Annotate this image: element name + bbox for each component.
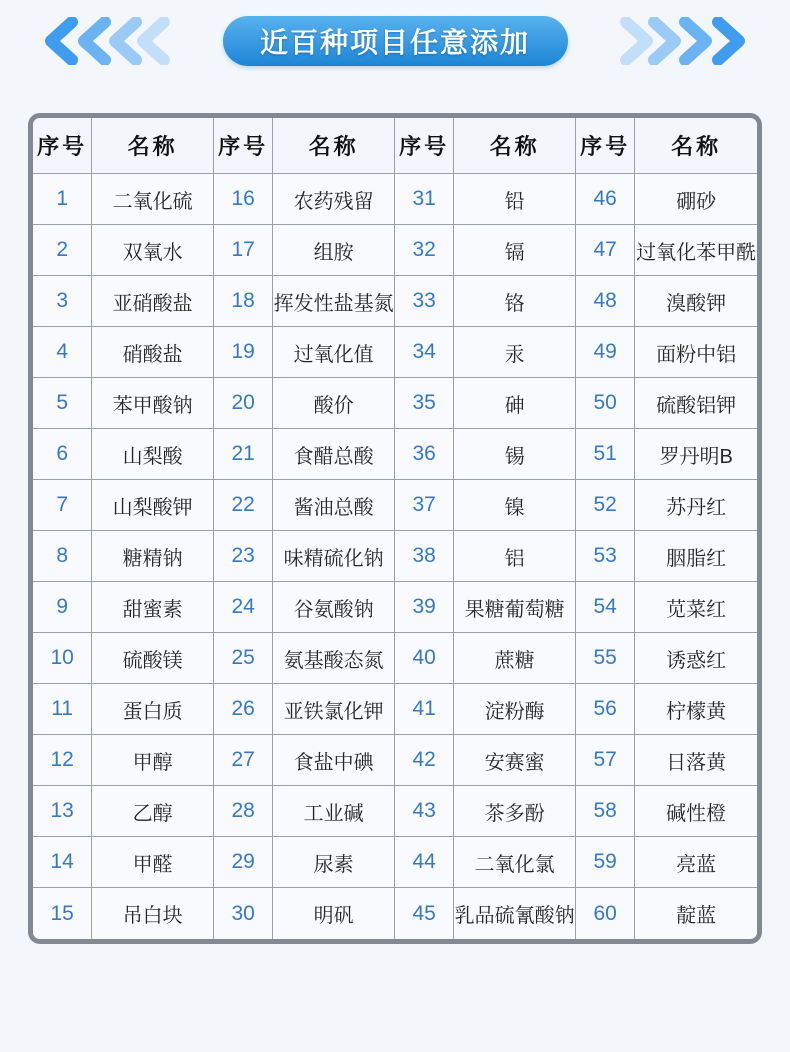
item-name: 镍	[454, 480, 576, 531]
item-no: 32	[395, 225, 454, 276]
item-name: 尿素	[273, 837, 395, 888]
item-name: 苯甲酸钠	[92, 378, 214, 429]
item-no: 45	[395, 888, 454, 939]
item-no: 57	[576, 735, 635, 786]
item-name: 过氧化值	[273, 327, 395, 378]
item-no: 31	[395, 174, 454, 225]
item-no: 34	[395, 327, 454, 378]
table-row	[33, 378, 757, 429]
header-row	[33, 118, 757, 174]
item-no: 9	[33, 582, 92, 633]
item-no: 8	[33, 531, 92, 582]
item-name: 山梨酸钾	[92, 480, 214, 531]
item-name: 味精硫化钠	[273, 531, 395, 582]
item-no: 39	[395, 582, 454, 633]
item-no: 55	[576, 633, 635, 684]
item-name: 甜蜜素	[92, 582, 214, 633]
item-no: 14	[33, 837, 92, 888]
item-name: 亚硝酸盐	[92, 276, 214, 327]
item-no: 53	[576, 531, 635, 582]
item-no: 38	[395, 531, 454, 582]
item-name: 甲醇	[92, 735, 214, 786]
item-no: 29	[214, 837, 273, 888]
item-no: 19	[214, 327, 273, 378]
item-name: 氨基酸态氮	[273, 633, 395, 684]
item-name: 安赛蜜	[454, 735, 576, 786]
col-header-name: 名称	[273, 118, 395, 174]
item-name: 茶多酚	[454, 786, 576, 837]
item-no: 5	[33, 378, 92, 429]
item-name: 亮蓝	[635, 837, 757, 888]
item-name: 乳品硫氰酸钠	[454, 888, 576, 939]
item-name: 果糖葡萄糖	[454, 582, 576, 633]
table-row	[33, 735, 757, 786]
item-no: 1	[33, 174, 92, 225]
item-name: 面粉中铝	[635, 327, 757, 378]
item-no: 44	[395, 837, 454, 888]
item-name: 硫酸镁	[92, 633, 214, 684]
item-no: 51	[576, 429, 635, 480]
item-no: 11	[33, 684, 92, 735]
col-header-name: 名称	[92, 118, 214, 174]
item-name: 工业碱	[273, 786, 395, 837]
item-name: 淀粉酶	[454, 684, 576, 735]
table-row	[33, 174, 757, 225]
col-header-name: 名称	[454, 118, 576, 174]
item-name: 汞	[454, 327, 576, 378]
item-name: 苋菜红	[635, 582, 757, 633]
item-no: 3	[33, 276, 92, 327]
table-row	[33, 531, 757, 582]
item-no: 36	[395, 429, 454, 480]
item-no: 52	[576, 480, 635, 531]
item-no: 33	[395, 276, 454, 327]
item-no: 28	[214, 786, 273, 837]
item-no: 43	[395, 786, 454, 837]
item-no: 7	[33, 480, 92, 531]
table-row	[33, 684, 757, 735]
item-no: 59	[576, 837, 635, 888]
banner-title: 近百种项目任意添加	[259, 27, 530, 58]
item-no: 30	[214, 888, 273, 939]
item-no: 35	[395, 378, 454, 429]
item-no: 16	[214, 174, 273, 225]
item-name: 硫酸铝钾	[635, 378, 757, 429]
item-no: 17	[214, 225, 273, 276]
item-name: 酱油总酸	[273, 480, 395, 531]
item-name: 蛋白质	[92, 684, 214, 735]
table-row	[33, 327, 757, 378]
item-name: 食醋总酸	[273, 429, 395, 480]
table-row	[33, 276, 757, 327]
item-no: 27	[214, 735, 273, 786]
item-name: 溴酸钾	[635, 276, 757, 327]
item-no: 26	[214, 684, 273, 735]
item-no: 10	[33, 633, 92, 684]
item-name: 日落黄	[635, 735, 757, 786]
item-name: 二氧化硫	[92, 174, 214, 225]
col-header-name: 名称	[635, 118, 757, 174]
item-no: 37	[395, 480, 454, 531]
item-no: 15	[33, 888, 92, 939]
col-header-no: 序号	[576, 118, 635, 174]
banner	[0, 0, 790, 66]
item-no: 2	[33, 225, 92, 276]
item-no: 25	[214, 633, 273, 684]
item-no: 46	[576, 174, 635, 225]
table-body	[33, 174, 757, 939]
item-name: 乙醇	[92, 786, 214, 837]
table-row	[33, 837, 757, 888]
col-header-no: 序号	[395, 118, 454, 174]
table-row	[33, 429, 757, 480]
item-no: 58	[576, 786, 635, 837]
item-name: 双氧水	[92, 225, 214, 276]
item-no: 13	[33, 786, 92, 837]
item-name: 柠檬黄	[635, 684, 757, 735]
item-name: 苏丹红	[635, 480, 757, 531]
table-row	[33, 480, 757, 531]
items-table	[28, 113, 762, 944]
table-row	[33, 888, 757, 939]
item-name: 农药残留	[273, 174, 395, 225]
col-header-no: 序号	[33, 118, 92, 174]
item-no: 4	[33, 327, 92, 378]
item-name: 山梨酸	[92, 429, 214, 480]
item-name: 硼砂	[635, 174, 757, 225]
item-name: 硝酸盐	[92, 327, 214, 378]
item-name: 明矾	[273, 888, 395, 939]
item-name: 罗丹明B	[635, 429, 757, 480]
item-no: 40	[395, 633, 454, 684]
table-row	[33, 582, 757, 633]
item-name: 甲醛	[92, 837, 214, 888]
item-name: 镉	[454, 225, 576, 276]
table-header	[33, 118, 757, 174]
table-row	[33, 225, 757, 276]
banner-pill	[223, 16, 568, 66]
item-no: 21	[214, 429, 273, 480]
item-no: 47	[576, 225, 635, 276]
item-name: 铅	[454, 174, 576, 225]
item-no: 41	[395, 684, 454, 735]
item-name: 挥发性盐基氮	[273, 276, 395, 327]
item-no: 56	[576, 684, 635, 735]
item-no: 50	[576, 378, 635, 429]
item-no: 12	[33, 735, 92, 786]
table-row	[33, 786, 757, 837]
item-no: 49	[576, 327, 635, 378]
right-chevrons-icon	[620, 17, 754, 65]
item-no: 20	[214, 378, 273, 429]
item-name: 酸价	[273, 378, 395, 429]
item-name: 砷	[454, 378, 576, 429]
item-name: 蔗糖	[454, 633, 576, 684]
item-name: 食盐中碘	[273, 735, 395, 786]
item-no: 6	[33, 429, 92, 480]
item-name: 过氧化苯甲酰	[635, 225, 757, 276]
item-no: 18	[214, 276, 273, 327]
item-name: 二氧化氯	[454, 837, 576, 888]
item-name: 糖精钠	[92, 531, 214, 582]
item-no: 23	[214, 531, 273, 582]
item-name: 吊白块	[92, 888, 214, 939]
item-no: 48	[576, 276, 635, 327]
item-no: 24	[214, 582, 273, 633]
item-name: 胭脂红	[635, 531, 757, 582]
item-name: 靛蓝	[635, 888, 757, 939]
left-chevrons-icon	[36, 17, 170, 65]
item-name: 铬	[454, 276, 576, 327]
item-no: 42	[395, 735, 454, 786]
item-no: 22	[214, 480, 273, 531]
table-row	[33, 633, 757, 684]
item-name: 组胺	[273, 225, 395, 276]
item-name: 诱惑红	[635, 633, 757, 684]
item-name: 铝	[454, 531, 576, 582]
item-no: 60	[576, 888, 635, 939]
item-name: 谷氨酸钠	[273, 582, 395, 633]
col-header-no: 序号	[214, 118, 273, 174]
item-name: 碱性橙	[635, 786, 757, 837]
item-no: 54	[576, 582, 635, 633]
item-name: 亚铁氯化钾	[273, 684, 395, 735]
item-name: 锡	[454, 429, 576, 480]
